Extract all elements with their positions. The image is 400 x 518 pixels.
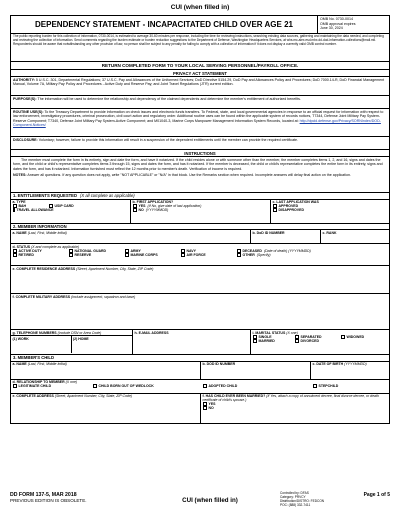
omb-block <box>317 16 389 33</box>
routine-uses-paragraph <box>11 109 389 137</box>
navy-checkbox[interactable]: NAVY <box>181 249 233 253</box>
last-application-label: c. LAST APPLICATION WAS <box>272 200 319 204</box>
notes-paragraph <box>13 173 387 177</box>
section-3-heading: 3. MEMBER'S CHILD <box>11 355 389 362</box>
routine-text: To the Treasury Department to provide information on check issues and electronic funds transfers. To Federal, state, and local governmental agencies in response to an official request for information with respect to law enforcement, investigatory procedures, criminal prosecution, civil court action and regulatory order. Additional routine uses can be found within the applicable system of records notices, T7344, Defense Joint Military Pay System-Reserve Component; T7340, Defense Joint Military Pay System-Active Component; and M01040-3, Marine Corps Manpower Management Information System Records, located at: <box>13 110 384 123</box>
child-address-row <box>11 394 389 423</box>
disapproved-checkbox[interactable]: DISAPPROVED <box>273 208 384 212</box>
omb-number: OMB No. 0730-0014 <box>320 17 353 21</box>
sorn-link[interactable]: http://dpcld.defense.gov/Privacy/SORNIndex/DOD-Component-Notices/ <box>13 118 381 128</box>
usip-card-checkbox[interactable]: USIP CARD <box>49 204 105 208</box>
child-dob-field[interactable]: c. DATE OF BIRTH (YYYYMMDD) <box>312 362 367 366</box>
deceased-checkbox[interactable]: DECEASED (Date of death) (YYYYMMDD) <box>237 249 384 253</box>
child-dod-id-field[interactable]: b. DOD ID NUMBER <box>201 362 311 379</box>
first-application-label: b. FIRST APPLICATION? <box>132 200 174 204</box>
form-header <box>11 16 389 34</box>
first-application-yes-checkbox[interactable]: YES (If No, give date of last application) <box>133 204 265 208</box>
member-rank-field[interactable]: c. RANK <box>322 230 337 235</box>
widowed-checkbox[interactable]: WIDOWED <box>341 335 384 339</box>
footer-form-id <box>10 492 140 508</box>
residence-address-row <box>11 266 389 294</box>
approved-checkbox[interactable]: APPROVED <box>273 204 384 208</box>
cui-banner-top: CUI (when filled in) <box>170 4 230 11</box>
section-2-heading: 2. MEMBER INFORMATION <box>11 224 389 231</box>
military-address-row <box>11 294 389 330</box>
marital-status-cell: i. MARITAL STATUS (X one) SINGLE SEPARATED WIDOWED MARRIED DIVORCED <box>251 330 389 354</box>
child-name-field[interactable]: a. NAME (Last, First, Middle Initial) <box>11 362 201 379</box>
retired-checkbox[interactable]: RETIRED <box>13 253 65 257</box>
form-title: DEPENDENCY STATEMENT - INCAPACITATED CHILD OVER AGE 21 <box>35 20 293 29</box>
relationship-cell: d. RELATIONSHIP TO MEMBER (X one) LEGITIMATE CHILD CHILD BORN OUT OF WEDLOCK ADOPTED CHILD STEPCHILD <box>11 380 389 393</box>
divorced-checkbox[interactable]: DIVORCED <box>295 339 337 343</box>
military-address-field[interactable]: f. COMPLETE MILITARY ADDRESS (include assignment, squadron and base) <box>12 294 136 299</box>
home-phone-field[interactable]: (2) HOME <box>73 336 89 341</box>
adopted-child-checkbox[interactable]: ADOPTED CHILD <box>203 384 309 388</box>
burden-statement: The public reporting burden for this collection of information, 0730-0014, is estimated to average 30-60 minutes per response, including the time for reviewing instructions, searching existing data sources, gathering and maintaining the data needed, and completing and reviewing the collection of information. Send comments regarding the burden estimate or burden reduction suggestions to the Department of Defense, Washington Headquarters Services, at whs.mc-alex.esd.mbx.dd-dod-information-collections@mail.mil. Respondents should be aware that notwithstanding any other provision of law, no person shall be subject to any penalty for failing to comply with a collection of information if it does not display a currently valid OMB control number. <box>11 34 389 62</box>
other-checkbox[interactable]: OTHER (Specify) <box>237 253 384 257</box>
legitimate-child-checkbox[interactable]: LEGITIMATE CHILD <box>13 384 89 388</box>
marine-corps-checkbox[interactable]: MARINE CORPS <box>125 253 177 257</box>
cui-banner-bottom: CUI (when filled in) <box>182 497 238 504</box>
child-married-no-checkbox[interactable]: NO <box>203 406 384 410</box>
single-checkbox[interactable]: SINGLE <box>253 335 291 339</box>
email-field[interactable]: h. E-MAIL ADDRESS <box>133 330 251 354</box>
type-label: a. TYPE <box>12 200 26 204</box>
child-address-field[interactable]: e. COMPLETE ADDRESS (Street, Apartment Number, City, State, ZIP Code) <box>11 394 201 423</box>
child-name-row <box>11 362 389 380</box>
form-footer <box>10 492 390 508</box>
instructions-heading: INSTRUCTIONS <box>11 150 389 157</box>
active-duty-checkbox[interactable]: ACTIVE DUTY <box>13 249 65 253</box>
notes-label: NOTES: <box>13 173 27 178</box>
relationship-row <box>11 380 389 394</box>
omb-expiration-date: June 30, 2024 <box>320 26 343 31</box>
national-guard-checkbox[interactable]: NATIONAL GUARD <box>69 249 121 253</box>
disclosure-paragraph <box>11 137 389 150</box>
dd-form-137-5 <box>10 15 390 424</box>
page-number: Page 1 of 5 <box>363 492 390 498</box>
disclosure-text: Voluntary; however, failure to provide this information will result in a suspension of the dependent entitlements until the member can provide the required certificate. <box>38 138 299 142</box>
routine-label: ROUTINE USE(S): <box>13 110 44 114</box>
instructions-text: The member must complete the form in its entirety, sign and date the form, and have it notarized. If the child resides alone or with someone other than the member, the member completes items 1, 2, and 16, signs and dates the form, and the child or child's representative completes items 3 through 15, signs and dates the form, and has it notarized. If the member is deceased, the child or child's representative completes the entire form in its entirety, signs and dates the form, and has it notarized. Information furnished must reflect the 12 months prior to member's death. Verification of income is required. <box>13 158 383 171</box>
travel-allowance-checkbox[interactable]: TRAVEL ALLOWANCE <box>13 208 45 212</box>
stepchild-checkbox[interactable]: STEPCHILD <box>313 384 384 388</box>
telephone-cell: g. TELEPHONE NUMBERS (Include DSN or Area Code) (1) WORK (2) HOME <box>11 330 133 354</box>
entitlements-row <box>11 200 389 224</box>
first-application-no-checkbox[interactable]: NO (YYYYMMDD) <box>133 208 265 212</box>
separated-checkbox[interactable]: SEPARATED <box>295 335 337 339</box>
form-number: DD FORM 137-5, MAR 2018 <box>10 492 77 498</box>
control-block: Controlled by: DFAS Category: PRVCY Distribution/DISTRO: FEDCON POC: (888) 332-7411 <box>280 491 325 507</box>
return-notice: RETURN COMPLETED FORM TO YOUR LOCAL SERVING PERSONNEL/PAYROLL OFFICE. <box>11 62 389 70</box>
residence-address-field[interactable]: e. COMPLETE RESIDENCE ADDRESS (Street, Apartment Number, City, State, ZIP Code) <box>12 266 154 271</box>
privacy-heading: PRIVACY ACT STATEMENT <box>11 70 389 77</box>
air-force-checkbox[interactable]: AIR FORCE <box>181 253 233 257</box>
reserve-checkbox[interactable]: RESERVE <box>69 253 121 257</box>
child-born-out-of-wedlock-checkbox[interactable]: CHILD BORN OUT OF WEDLOCK <box>93 384 199 388</box>
bah-checkbox[interactable]: BAH <box>13 204 45 208</box>
member-dod-id-field[interactable]: b. DoD ID NUMBER <box>251 230 321 243</box>
entitlement-type-cell <box>11 200 131 223</box>
married-checkbox[interactable]: MARRIED <box>253 339 291 343</box>
disclosure-label: DISCLOSURE: <box>13 138 38 142</box>
instructions-paragraph <box>11 157 389 193</box>
work-phone-field[interactable]: (1) WORK <box>11 336 72 353</box>
child-married-cell: f. HAS CHILD EVER BEEN MARRIED? (If Yes, attach a copy of annulment decree, final divorce decree, or death certificate of child's spouse.) YES NO <box>201 394 389 423</box>
omb-expiration-label: OMB approval expires <box>320 21 356 26</box>
authority-label: AUTHORITY: <box>13 78 35 82</box>
authority-text: 5 U.S.C. 301, Departmental Regulations; 37 U.S.C. Pay and Allowances of the Uniformed Services; DoD Directive 5154.29, DoD Pay and Allowances Policy and Procedures; DoD 7000.14-R, DoD Financial Management Manual, Volume 7A, Military Pay Policy and Procedures - Active Duty and Reserve Pay; and Joint Travel Regulations (JTR) current edition. <box>13 78 385 87</box>
authority-paragraph <box>11 77 389 96</box>
form-page <box>10 0 390 518</box>
purpose-label: PURPOSE(S): <box>13 97 37 101</box>
notes-text: Answer all questions. If any question does not apply, write "NOT APPLICABLE" or "N/A" in that block. Use the Remarks section when required. Incomplete answers will delay final action on the application. <box>27 173 351 178</box>
child-married-yes-checkbox[interactable]: YES <box>203 402 384 406</box>
last-application-cell <box>271 200 389 223</box>
footer-controls <box>280 492 390 508</box>
section-1-heading: 1. ENTITLEMENTS REQUESTED (X all complete as applicable) <box>11 193 389 200</box>
army-checkbox[interactable]: ARMY <box>125 249 177 253</box>
first-application-cell <box>131 200 271 223</box>
purpose-text: The information will be used to determine the relationship and dependency of the claimed dependents and determine the member's entitlement of authorized benefits. <box>37 97 301 101</box>
member-name-row <box>11 230 389 244</box>
purpose-paragraph <box>11 96 389 109</box>
member-status-row <box>11 244 389 266</box>
member-status-cell: d. STATUS (X and complete as applicable) ACTIVE DUTY NATIONAL GUARD ARMY NAVY DECEASED (Date of death) (YYYYMMDD) RETIRED RESERVE MARINE CORPS AIR FORCE OTHER (Specify) <box>11 244 389 265</box>
member-name-field[interactable]: a. NAME (Last, First, Middle Initial) <box>11 230 251 243</box>
contact-row <box>11 330 389 355</box>
previous-edition-note: PREVIOUS EDITION IS OBSOLETE. <box>10 498 87 503</box>
